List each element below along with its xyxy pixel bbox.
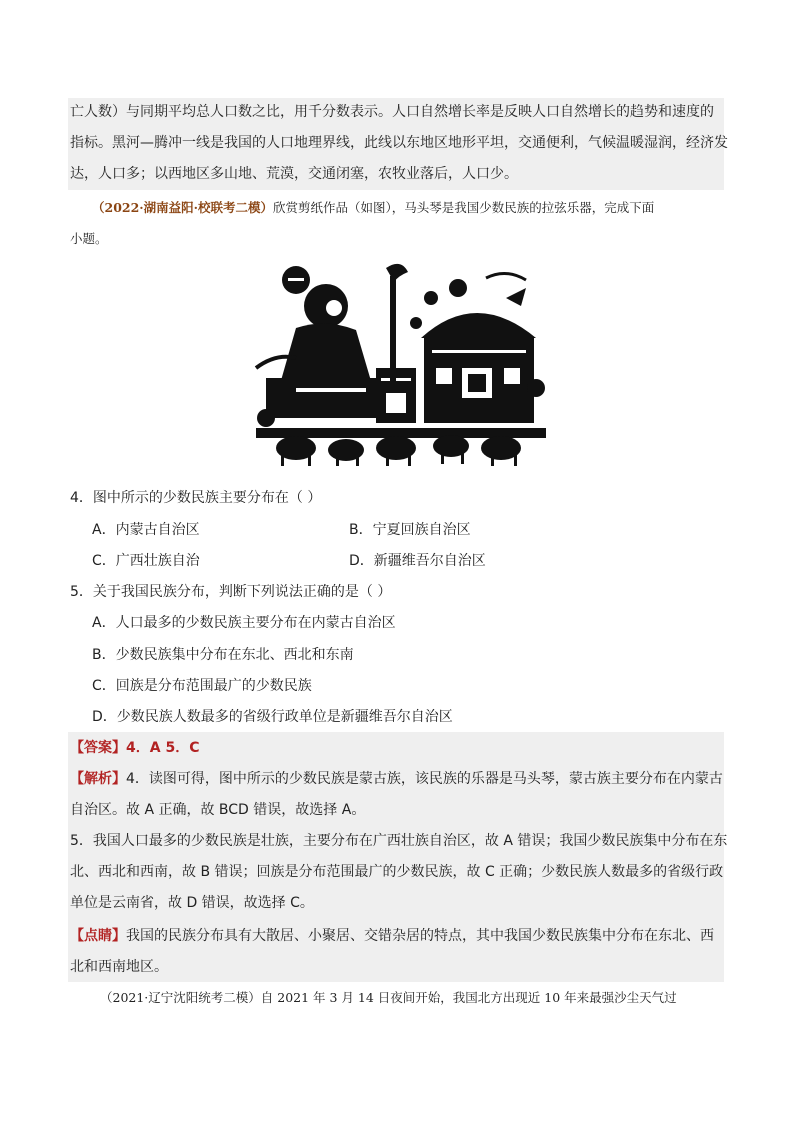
next-question-intro: [100, 988, 677, 1008]
answer-label: 【答案】: [70, 740, 126, 756]
q4-option-a[interactable]: A．内蒙古自治区: [92, 522, 200, 538]
question-intro: [92, 198, 654, 218]
papercut-icon: [236, 258, 558, 470]
intro-text-2: 小题。: [70, 231, 108, 246]
q5-option-b[interactable]: B．少数民族集中分布在东北、西北和东南: [92, 647, 354, 663]
q5-option-d[interactable]: D．少数民族人数最多的省级行政单位是新疆维吾尔自治区: [92, 709, 453, 725]
q4-stem: 4．图中所示的少数民族主要分布在（ ）: [70, 490, 322, 506]
tip-label: 【点睛】: [70, 928, 126, 944]
analysis-line-4: 北、西北和西南，故 B 错误；回族是分布范围最广的少数民族，故 C 正确；少数民族人数最多的省级行政: [70, 864, 724, 880]
explanation-line-1: 亡人数）与同期平均总人口数之比，用千分数表示。人口自然增长率是反映人口自然增长的趋势和速度的: [70, 104, 714, 120]
intro-text: 欣赏剪纸作品（如图），马头琴是我国少数民族的拉弦乐器，完成下面: [273, 200, 655, 215]
tip-line-1: [70, 926, 714, 946]
q5-option-a[interactable]: A．人口最多的少数民族主要分布在内蒙古自治区: [92, 615, 396, 631]
analysis-line-5: 单位是云南省，故 D 错误，故选择 C。: [70, 895, 314, 911]
q4-option-c[interactable]: C．广西壮族自治: [92, 553, 200, 569]
q4-option-b[interactable]: B．宁夏回族自治区: [349, 522, 471, 538]
q4-option-d[interactable]: D．新疆维吾尔自治区: [349, 553, 486, 569]
analysis-label: 【解析】: [70, 771, 126, 787]
next-intro-text: 自 2021 年 3 月 14 日夜间开始，我国北方出现近 10 年来最强沙尘天气过: [260, 990, 677, 1005]
intro-source: （2022·湖南益阳·校联考二模）: [92, 200, 273, 215]
tip-text-1: 我国的民族分布具有大散居、小聚居、交错杂居的特点，其中我国少数民族集中分布在东北、西: [126, 928, 714, 944]
analysis-line-2: 自治区。故 A 正确，故 BCD 错误，故选择 A。: [70, 802, 366, 818]
answer-text: 4．A 5．C: [126, 740, 200, 756]
answer-line: [70, 738, 199, 758]
analysis-line-3: 5．我国人口最多的少数民族是壮族，主要分布在广西壮族自治区，故 A 错误；我国少数民族集中分布在东: [70, 833, 728, 849]
q5-stem: 5．关于我国民族分布，判断下列说法正确的是（ ）: [70, 584, 392, 600]
tip-line-2: 北和西南地区。: [70, 959, 168, 975]
analysis-text-1: 4．读图可得，图中所示的少数民族是蒙古族，该民族的乐器是马头琴，蒙古族主要分布在内蒙古: [126, 771, 723, 787]
explanation-line-2: 指标。黑河—腾冲一线是我国的人口地理界线，此线以东地区地形平坦，交通便利，气候温暖湿润，经济发: [70, 135, 728, 151]
q5-option-c[interactable]: C．回族是分布范围最广的少数民族: [92, 678, 312, 694]
next-intro-source: （2021·辽宁沈阳统考二模）: [100, 990, 261, 1005]
explanation-line-3: 达，人口多；以西地区多山地、荒漠，交通闭塞，农牧业落后，人口少。: [70, 166, 518, 182]
analysis-line-1: [70, 769, 723, 789]
